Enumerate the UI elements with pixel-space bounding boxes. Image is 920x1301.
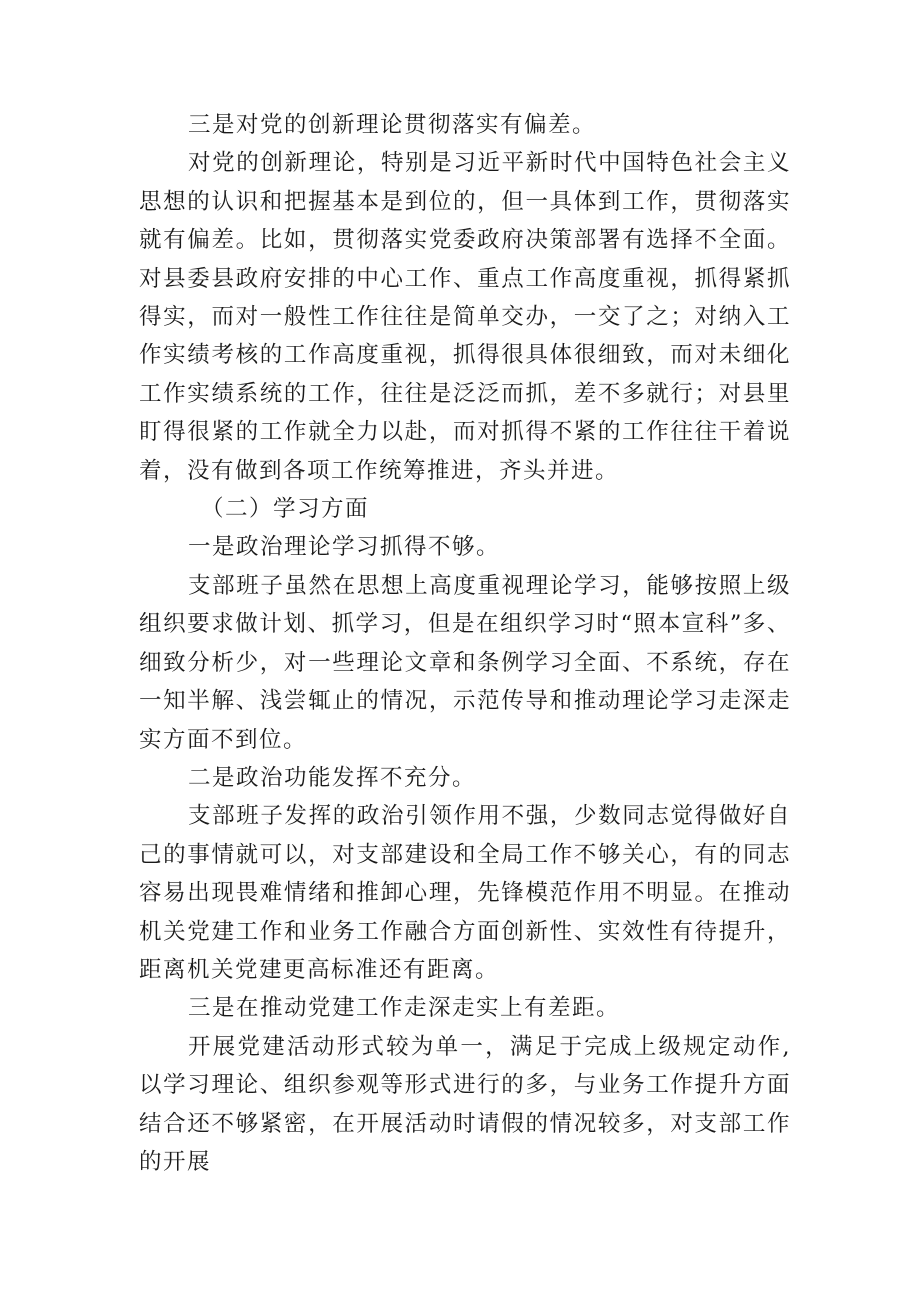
subheading-innovation-theory: 三是对党的创新理论贯彻落实有偏差。 [188,112,597,138]
paragraph-party-building: 开展党建活动形式较为单一，满足于完成上级规定动作,以学习理论、组织参观等形式进行的多，与业务工作提升方面结合还不够紧密，在开展活动时请假的情况较多，对支部工作的开展 [139,1033,791,1175]
section-heading-study: （二）学习方面 [201,496,370,523]
document-body [139,106,791,1181]
paragraph-innovation-theory: 对党的创新理论，特别是习近平新时代中国特色社会主义思想的认识和把握基本是到位的，但一具体到工作，贯彻落实就有偏差。比如，贯彻落实党委政府决策部署有选择不全面。对县委县政府安排的中心工作、重点工作高度重视，抓得紧抓得实，而对一般性工作往往是简单交办，一交了之；对纳入工作实绩考核的工作高度重视，抓得很具体很细致，而对未细化工作实绩系统的工作，往往是泛泛而抓，差不多就行；对县里盯得很紧的工作就全力以赴，而对抓得不紧的工作往往干着说着，没有做到各项工作统筹推进，齐头并进。 [139,150,791,484]
subheading-political-function: 二是政治功能发挥不充分。 [188,764,477,791]
subheading-political-study: 一是政治理论学习抓得不够。 [188,534,501,561]
paragraph-political-function: 支部班子发挥的政治引领作用不强，少数同志觉得做好自己的事情就可以，对支部建设和全局工作不够关心，有的同志容易出现畏难情绪和推卸心理，先锋模范作用不明显。在推动机关党建工作和业务工作融合方面创新性、实效性有待提升，距离机关党建更高标准还有距离。 [139,803,791,983]
subheading-party-building: 三是在推动党建工作走深走实上有差距。 [188,995,621,1022]
paragraph-political-study: 支部班子虽然在思想上高度重视理论学习，能够按照上级组织要求做计划、抓学习，但是在组织学习时“照本宣科”多、细致分析少，对一些理论文章和条例学习全面、不系统，存在一知半解、浅尝辄止的情况，示范传导和推动理论学习走深走实方面不到位。 [139,572,791,753]
